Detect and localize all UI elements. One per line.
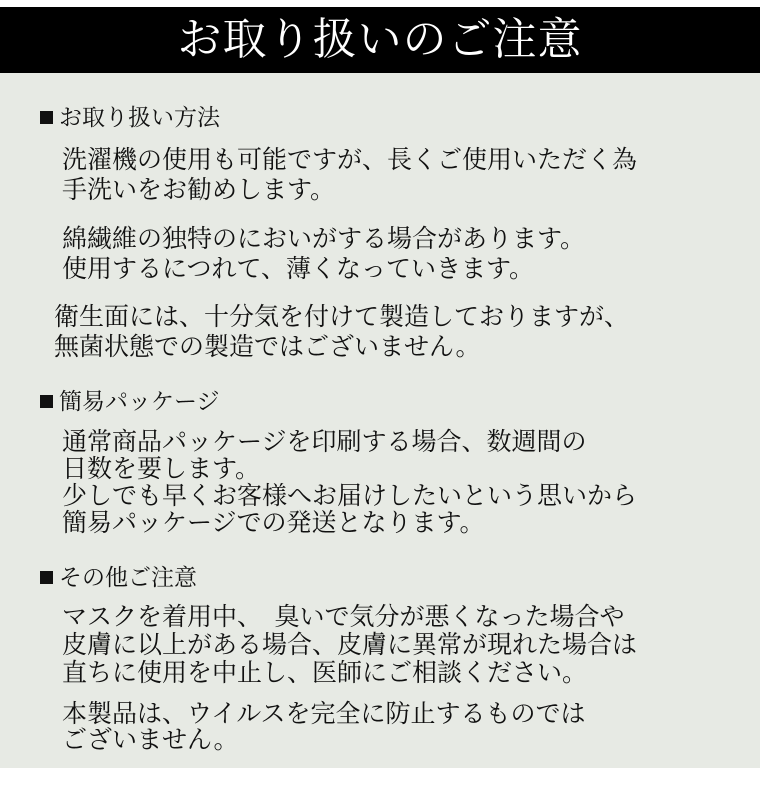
text-line: 衛生面には、十分気を付けて製造しておりますが、 xyxy=(54,302,630,331)
text-line: 日数を要します。 xyxy=(62,454,261,483)
paragraph-virus xyxy=(62,701,586,753)
text-line: 本製品は、ウイルスを完全に防止するものでは xyxy=(62,699,586,728)
square-bullet-icon xyxy=(40,571,53,584)
square-bullet-icon xyxy=(40,111,53,124)
text-line: 無菌状態での製造ではございません。 xyxy=(54,332,481,361)
paragraph-washing xyxy=(62,145,637,205)
square-bullet-icon xyxy=(40,395,53,408)
text-line: 簡易パッケージでの発送となります。 xyxy=(62,508,485,537)
content-panel xyxy=(0,73,760,768)
section-heading-label: お取り扱い方法 xyxy=(59,105,220,131)
text-line: ございません。 xyxy=(62,725,239,754)
text-line: 使用するにつれて、薄くなっていきます。 xyxy=(62,254,535,283)
text-line: 綿繊維の独特のにおいがする場合があります。 xyxy=(62,224,586,253)
text-line: 洗濯機の使用も可能ですが、長くご使用いただく為 xyxy=(62,145,638,174)
paragraph-symptoms xyxy=(62,603,637,687)
text-line: 通常商品パッケージを印刷する場合、数週間の xyxy=(62,427,587,456)
paragraph-package xyxy=(62,428,637,536)
section-heading-package xyxy=(40,388,220,416)
text-line: 皮膚に以上がある場合、皮膚に異常が現れた場合は xyxy=(62,630,638,659)
section-heading-label: その他ご注意 xyxy=(59,565,197,591)
section-heading-label: 簡易パッケージ xyxy=(59,389,220,415)
paragraph-hygiene xyxy=(54,302,629,362)
section-heading-handling xyxy=(40,104,220,132)
text-line: 少しでも早くお客様へお届けしたいという思いから xyxy=(62,481,638,510)
page-title: お取り扱いのご注意 xyxy=(0,7,760,73)
text-line: 手洗いをお勧めします。 xyxy=(62,175,336,204)
text-line: 直ちに使用を中止し、医師にご相談ください。 xyxy=(62,658,588,687)
section-heading-other xyxy=(40,564,197,592)
paragraph-odor xyxy=(62,224,585,284)
text-line: マスクを着用中、 臭いで気分が悪くなった場合や xyxy=(62,602,625,631)
